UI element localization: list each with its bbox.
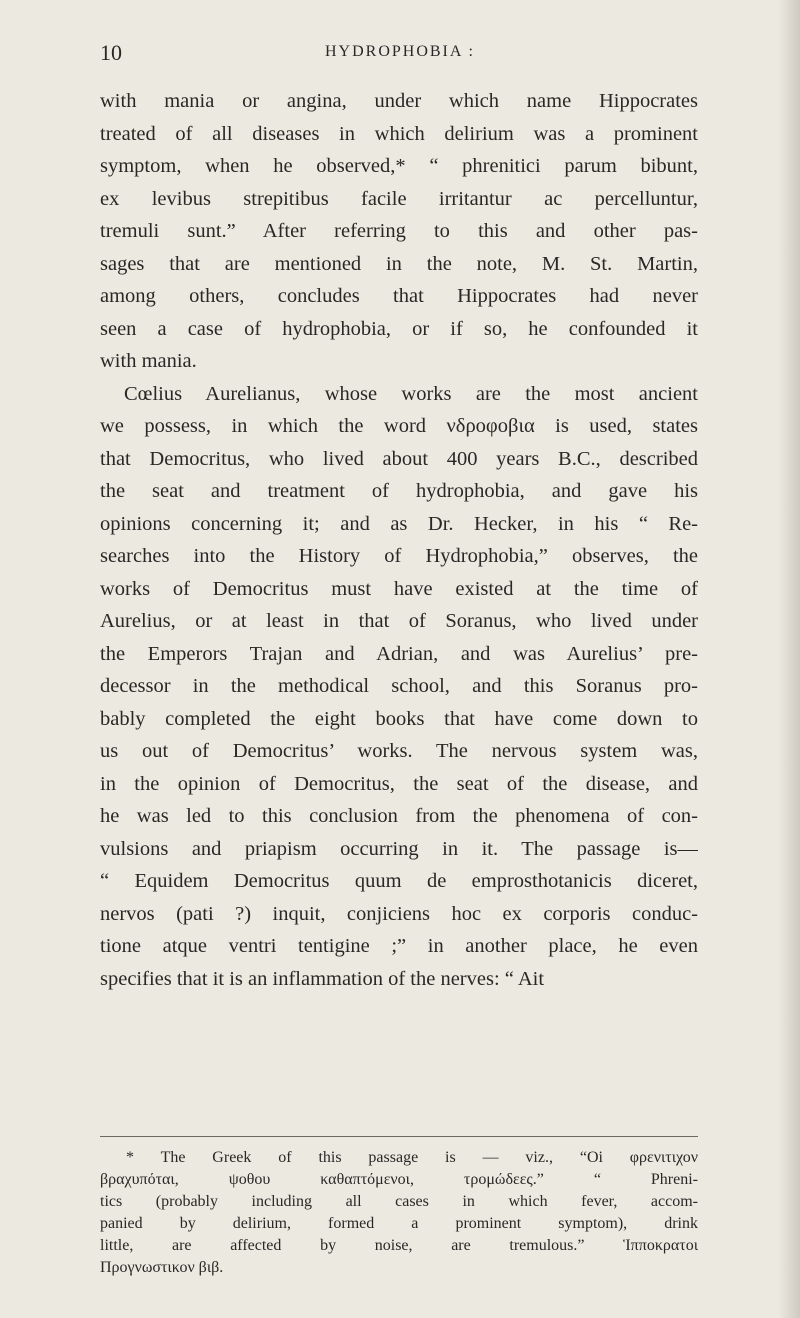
text-line: works of Democritus must have existed at the time of: [100, 577, 698, 600]
text-line: that Democritus, who lived about 400 years B.C., described: [100, 447, 698, 470]
text-line: sages that are mentioned in the note, M. St. Martin,: [100, 252, 698, 275]
text-line: decessor in the methodical school, and this Soranus pro-: [100, 675, 698, 697]
text-line: vulsions and priapism occurring in it. The passage is—: [100, 837, 698, 860]
text-line: opinions concerning it; and as Dr. Hecker, in his “ Re-: [100, 512, 698, 535]
text-line: “ Equidem Democritus quum de emprosthotanicis diceret,: [100, 870, 698, 892]
text-line: seen a case of hydrophobia, or if so, he confounded it: [100, 317, 698, 340]
text-line: ex levibus strepitibus facile irritantur ac percelluntur,: [100, 187, 698, 210]
text-line: tione atque ventri tentigine ;” in another place, he even: [100, 935, 698, 957]
text-line: the Emperors Trajan and Adrian, and was Aurelius’ pre-: [100, 642, 698, 665]
footnote-rule: [100, 1136, 698, 1137]
text-line: he was led to this conclusion from the phenomena of con-: [100, 805, 698, 827]
text-line: we possess, in which the word νδροφοβια is used, states: [100, 415, 698, 437]
text-line: with mania.: [100, 350, 197, 372]
body-text: [100, 85, 698, 995]
text-line: us out of Democritus’ works. The nervous system was,: [100, 740, 698, 762]
text-line: symptom, when he observed,* “ phrenitici parum bibunt,: [100, 155, 698, 177]
footnote-line: panied by delirium, formed a prominent symptom), drink: [100, 1215, 698, 1232]
footnote-line: βραχυπόται, ψοθου καθαπτόμενοι, τρομώδεες.” “ Phreni-: [100, 1171, 698, 1188]
page-header: [0, 40, 800, 70]
text-line: in the opinion of Democritus, the seat of the disease, and: [100, 772, 698, 795]
running-title: HYDROPHOBIA :: [324, 43, 475, 60]
footnote-line: tics (probably including all cases in which fever, accom-: [100, 1193, 698, 1210]
text-line: with mania or angina, under which name Hippocrates: [100, 90, 698, 112]
page-edge-shadow: [778, 0, 800, 1318]
page-number: 10: [100, 40, 122, 65]
text-line: among others, concludes that Hippocrates had never: [100, 285, 698, 307]
text-line: tremuli sunt.” After referring to this and other pas-: [100, 220, 698, 242]
footnote-line: little, are affected by noise, are tremulous.” Ἱπποκρατοι: [100, 1237, 698, 1254]
footnote: [100, 1147, 698, 1279]
text-line: Cœlius Aurelianus, whose works are the most ancient: [124, 382, 698, 405]
text-line: the seat and treatment of hydrophobia, and gave his: [100, 480, 698, 502]
text-line: Aurelius, or at least in that of Soranus, who lived under: [100, 610, 698, 632]
footnote-line: Προγνωστικον βιβ.: [100, 1259, 224, 1276]
text-line: specifies that it is an inflammation of the nerves: “ Ait: [100, 967, 545, 990]
footnote-line: * The Greek of this passage is — viz., “Oi φρενιτιχον: [126, 1149, 698, 1166]
text-line: treated of all diseases in which delirium was a prominent: [100, 122, 698, 145]
text-line: bably completed the eight books that have come down to: [100, 707, 698, 730]
text-line: searches into the History of Hydrophobia,” observes, the: [100, 545, 698, 567]
text-line: nervos (pati ?) inquit, conjiciens hoc ex corporis conduc-: [100, 902, 698, 925]
